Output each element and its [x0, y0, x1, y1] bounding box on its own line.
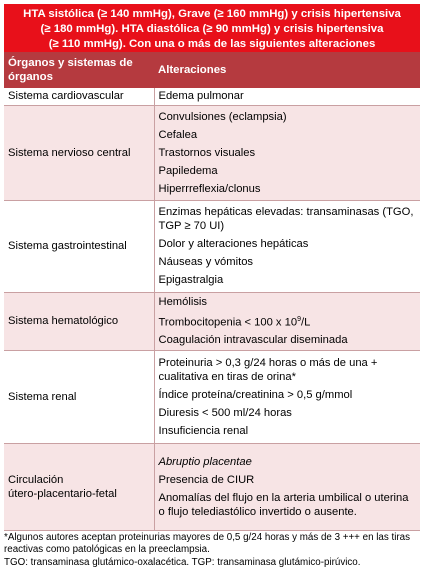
footnote-abbreviations: TGO: transaminasa glutámico-oxalacética. TGP: transaminasa glutámico-pirúvico. [4, 556, 361, 568]
banner-line-1: HTA sistólica (≥ 140 mmHg), Grave (≥ 160 mmHg) y crisis hipertensiva [23, 8, 401, 20]
thrombocytopenia-text: Trombocitopenia < 100 x 10 [158, 316, 298, 329]
system-gastrointestinal: Sistema gastrointestinal [4, 200, 154, 292]
header-alterations: Alteraciones [154, 52, 420, 88]
footnote-proteinuria: *Algunos autores aceptan proteinurias mayores de 0,5 g/24 horas y más de 3 +++ en las tiras reactivas como patológicas en la preeclampsia. [4, 532, 410, 556]
alteration-item: Insuficiencia renal [158, 424, 249, 437]
alteration-item: Dolor y alteraciones hepáticas [158, 238, 309, 250]
table-row [4, 443, 420, 530]
alteration-item: Índice proteína/creatinina > 0,5 g/mmol [158, 388, 353, 401]
table-row [4, 105, 420, 200]
alteration-cell [154, 292, 420, 350]
alteration-item: Trastornos visuales [158, 146, 256, 159]
footnotes [4, 532, 422, 569]
table-row [4, 200, 420, 292]
unit: /L [301, 316, 311, 329]
system-line-1: Circulación [8, 473, 64, 486]
table-banner [4, 4, 420, 52]
alteration-item: Náuseas y vómitos [158, 256, 254, 268]
alteration-item: Enzimas hepáticas elevadas: transaminasas (TGO, TGP ≥ 70 UI) [158, 206, 414, 232]
table-row [4, 88, 420, 105]
alteration-item [159, 311, 417, 332]
system-nervous: Sistema nervioso central [4, 105, 154, 200]
alteration-cell [154, 443, 420, 530]
alteration-item: Hiperrreflexia/clonus [158, 182, 261, 195]
alteration-item: Proteinuria > 0,3 g/24 horas o más de una + cualitativa en tiras de orina* [158, 356, 378, 383]
system-uteroplacental [4, 443, 154, 530]
alteration-item: Anomalías del flujo en la arteria umbilical o uterina o flujo telediastólico invertido o ausente. [158, 491, 409, 518]
table-header-row [4, 52, 420, 88]
alteration-item: Convulsiones (eclampsia) [158, 110, 287, 123]
alteration-item: Edema pulmonar [158, 90, 244, 103]
alteration-cell [154, 88, 420, 105]
criteria-table-frame [4, 4, 420, 531]
banner-line-3: (≥ 110 mmHg). Con una o más de las siguientes alteraciones [48, 38, 376, 50]
alteration-item: Epigastralgia [158, 274, 224, 286]
header-organs: Órganos y sistemas de órganos [4, 52, 154, 88]
alteration-item: Hemólisis [158, 295, 207, 308]
banner-line-2: (≥ 180 mmHg). HTA diastólica (≥ 90 mmHg) y crisis hipertensiva [40, 23, 384, 35]
system-hematologic: Sistema hematológico [4, 292, 154, 350]
alteration-item: Diuresis < 500 ml/24 horas [158, 406, 292, 419]
exponent: 9 [297, 315, 301, 323]
alteration-item: Abruptio placentae [158, 455, 252, 468]
alteration-cell [154, 350, 420, 443]
system-cardiovascular: Sistema cardiovascular [4, 88, 154, 105]
alteration-cell [154, 200, 420, 292]
alteration-item: Presencia de CIUR [158, 473, 255, 486]
table-row [4, 350, 420, 443]
table-row [4, 292, 420, 350]
organ-alterations-table [4, 52, 420, 531]
alteration-cell [154, 105, 420, 200]
system-renal: Sistema renal [4, 350, 154, 443]
system-line-2: útero-placentario-fetal [8, 487, 117, 500]
alteration-item: Coagulación intravascular diseminada [158, 334, 348, 347]
alteration-item: Papiledema [158, 164, 218, 177]
alteration-item: Cefalea [158, 128, 198, 141]
